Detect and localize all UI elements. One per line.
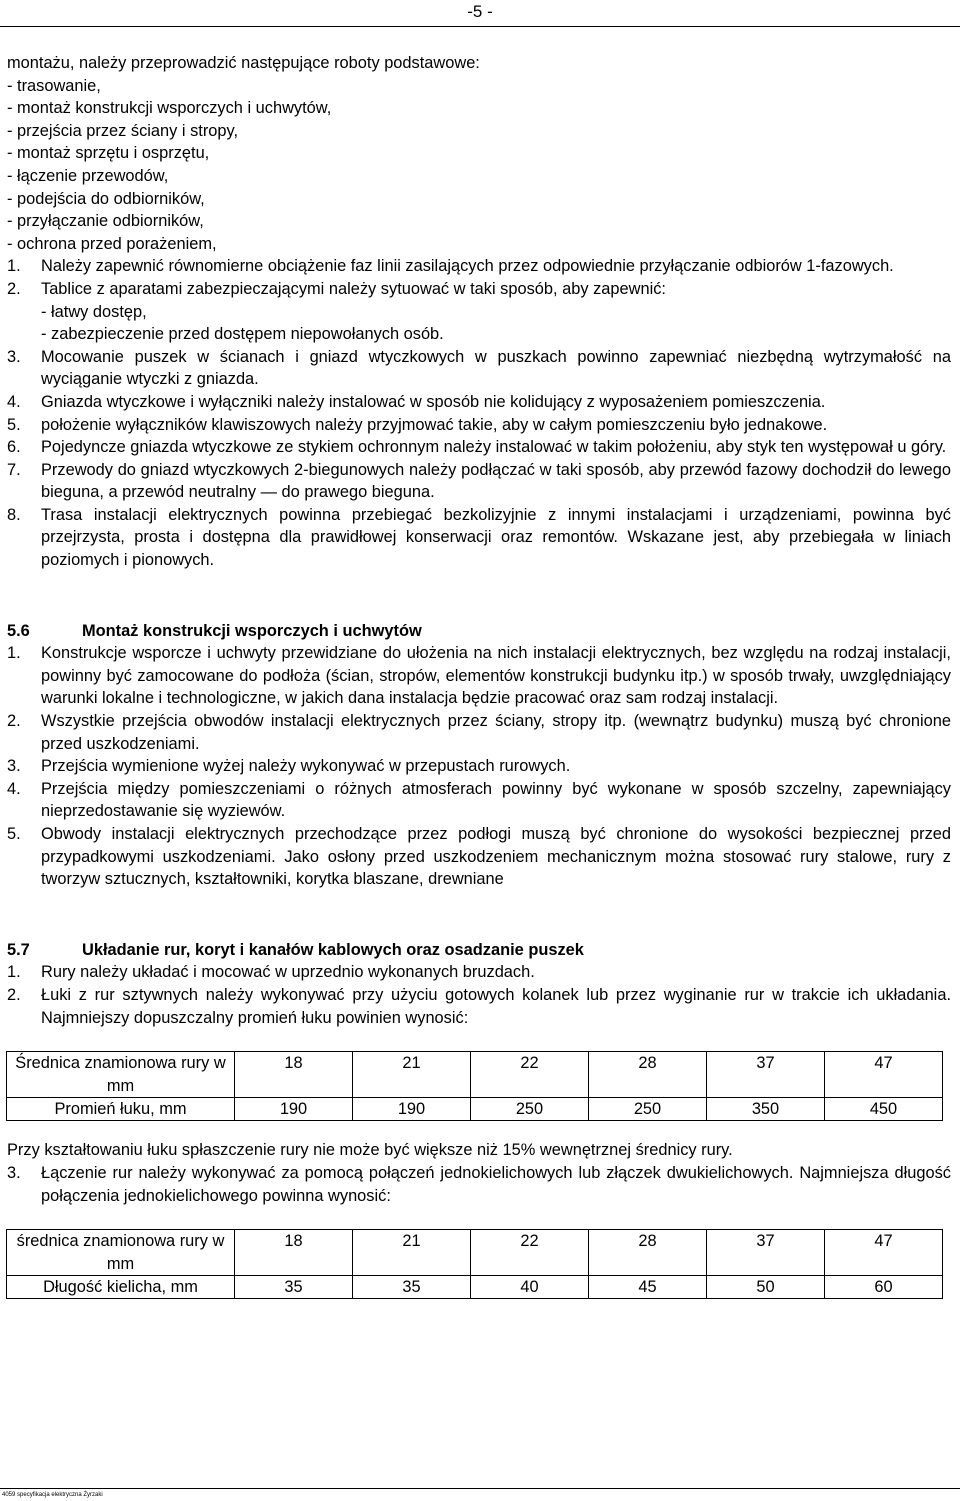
list-item	[7, 755, 951, 778]
table-cell-label: Średnica znamionowa rury w mm	[7, 1052, 235, 1098]
task-item: - montaż konstrukcji wsporczych i uchwytów,	[7, 99, 332, 118]
item-number: 3.	[7, 757, 21, 776]
task-item: - łączenie przewodów,	[7, 166, 169, 185]
section-5-7-list	[7, 961, 951, 1029]
item-text: Mocowanie puszek w ścianach i gniazd wtyczkowych w puszkach powinno zapewniać niezbędną wytrzymałość na wyciąganie wtyczki z gniazda.	[41, 347, 951, 389]
flattening-note: Przy kształtowaniu łuku spłaszczenie rury nie może być większe niż 15% wewnętrznej średnicy rury.	[7, 1141, 733, 1160]
item-text: Tablice z aparatami zabezpieczającymi należy sytuować w taki sposób, aby zapewnić:	[41, 279, 666, 298]
item-text: Łączenie rur należy wykonywać za pomocą połączeń jednokielichowych lub złączek dwukielichowych. Najmniejsza długość połączenia jednokielichowego powinna wynosić:	[41, 1163, 951, 1205]
item-number: 5.	[7, 825, 21, 843]
task-item: - ochrona przed porażeniem,	[7, 234, 217, 253]
list-item	[7, 436, 951, 459]
intro-line: montażu, należy przeprowadzić następujące roboty podstawowe:	[7, 54, 480, 72]
task-item: - trasowanie,	[7, 76, 101, 95]
list-item	[7, 642, 951, 710]
table-cell: 60	[825, 1275, 943, 1298]
table-cell: 45	[589, 1275, 707, 1298]
section-number: 5.7	[7, 940, 30, 959]
sub-item: - zabezpieczenie przed dostępem niepowołanych osób.	[41, 325, 444, 344]
table-cell: 250	[589, 1097, 707, 1120]
item-text: Rury należy układać i mocować w uprzednio wykonanych bruzdach.	[41, 963, 535, 982]
section-title: Montaż konstrukcji wsporczych i uchwytów	[82, 621, 422, 640]
item-text: Wszystkie przejścia obwodów instalacji elektrycznych przez ściany, stropy itp. (wewnątrz budynku) muszą być chronione przed uszkodzeniami.	[41, 712, 951, 753]
table-cell: 250	[471, 1097, 589, 1120]
section-spacer	[7, 572, 951, 616]
list-item	[7, 778, 951, 823]
table-cell: 28	[589, 1052, 707, 1098]
table-row	[7, 1097, 943, 1120]
task-list	[7, 75, 951, 256]
section-spacer	[7, 891, 951, 935]
list-item	[7, 961, 951, 984]
table-cell-label: średnica znamionowa rury w mm	[7, 1230, 235, 1276]
table-cell: 35	[235, 1275, 353, 1298]
item-number: 2.	[7, 712, 21, 731]
item-number: 6.	[7, 438, 21, 457]
item-number: 2.	[7, 985, 21, 1004]
sub-item: - łatwy dostęp,	[41, 302, 147, 321]
list-item	[7, 459, 951, 504]
table-cell: 18	[235, 1052, 353, 1098]
header-rule	[0, 26, 960, 27]
table-cell-label: Długość kielicha, mm	[7, 1275, 235, 1298]
section-number: 5.6	[7, 621, 30, 640]
section-heading-5-6	[7, 620, 951, 643]
table-cell: 190	[353, 1097, 471, 1120]
task-item: - montaż sprzętu i osprzętu,	[7, 144, 210, 163]
list-item	[7, 504, 951, 572]
table-cell: 37	[707, 1052, 825, 1098]
task-item: - przejścia przez ściany i stropy,	[7, 121, 239, 140]
section-heading-5-7	[7, 939, 951, 962]
table-cell: 47	[825, 1052, 943, 1098]
item-body	[41, 278, 951, 346]
table-cell: 37	[707, 1230, 825, 1276]
section-5-6-list	[7, 642, 951, 891]
table-cell: 21	[353, 1052, 471, 1098]
list-item	[7, 823, 951, 891]
table-cell: 50	[707, 1275, 825, 1298]
item-number: 3.	[7, 347, 21, 366]
item-text: Przejścia między pomieszczeniami o różnych atmosferach powinny być wykonane w sposób szczelny, zapewniający nieprzedostawanie się wyziewów.	[41, 779, 951, 821]
item-text: Trasa instalacji elektrycznych powinna przebiegać bezkolizyjnie z innymi instalacjami i urządzeniami, powinna być przejrzysta, prosta i dostępna dla prawidłowej konserwacji oraz remontów. Wskazane jest, aby przebiegała w liniach poziomych i pionowych.	[41, 505, 951, 570]
list-item	[7, 710, 951, 755]
task-item: - przyłączanie odbiorników,	[7, 212, 204, 231]
list-item	[7, 984, 951, 1029]
table-cell-label: Promień łuku, mm	[7, 1097, 235, 1120]
item-number: 3.	[7, 1163, 21, 1182]
item-text: Gniazda wtyczkowe i wyłączniki należy instalować w sposób nie kolidujący z wyposażeniem pomieszczenia.	[41, 392, 826, 411]
item-number: 1.	[7, 257, 21, 276]
item-text: Łuki z rur sztywnych należy wykonywać przy użyciu gotowych kolanek lub przez wyginanie rur w trakcie ich układania. Najmniejszy dopuszczalny promień łuku powinien wynosić:	[41, 985, 951, 1027]
item-text: położenie wyłączników klawiszowych należy przyjmować takie, aby w całym pomieszczeniu było jednakowe.	[41, 415, 828, 434]
item-number: 5.	[7, 415, 21, 434]
item-number: 1.	[7, 963, 21, 982]
page-number: -5 -	[467, 2, 493, 21]
footer-rule	[0, 1488, 960, 1489]
list-item	[7, 346, 951, 391]
list-item	[7, 414, 951, 437]
item-text: Pojedyncze gniazda wtyczkowe ze stykiem ochronnym należy instalować w takim położeniu, aby styk ten występował u góry.	[41, 438, 947, 457]
item-text: Przewody do gniazd wtyczkowych 2-biegunowych należy podłączać w taki sposób, aby przewód fazowy dochodził do lewego bieguna, a przewód neutralny — do prawego bieguna.	[41, 460, 951, 502]
item-text: Należy zapewnić równomierne obciążenie faz linii zasilających przez odpowiednie przyłączanie odbiorów 1-fazowych.	[41, 257, 894, 276]
list-item	[7, 255, 951, 278]
table-cell: 21	[353, 1230, 471, 1276]
table-cell: 22	[471, 1230, 589, 1276]
table-cell: 18	[235, 1230, 353, 1276]
item-number: 1.	[7, 644, 21, 663]
table-cell: 47	[825, 1230, 943, 1276]
item-number: 8.	[7, 505, 21, 524]
socket-length-table	[6, 1229, 943, 1299]
list-item	[7, 1162, 951, 1207]
list-item	[7, 391, 951, 414]
requirements-list	[7, 255, 951, 571]
item-number: 4.	[7, 779, 21, 798]
item-number: 7.	[7, 460, 21, 479]
table-cell: 350	[707, 1097, 825, 1120]
table-row	[7, 1230, 943, 1276]
item-text: Przejścia wymienione wyżej należy wykonywać w przepustach rurowych.	[41, 757, 571, 776]
section-title: Układanie rur, koryt i kanałów kablowych oraz osadzanie puszek	[82, 940, 584, 959]
item-text: Konstrukcje wsporcze i uchwyty przewidziane do ułożenia na nich instalacji elektrycznych, bez względu na rodzaj instalacji, powinny być zamocowane do podłoża (ścian, stropów, elementów konstrukcji budynku itp.) w sposób trwały, uwzględniający warunki lokalne i technologiczne, w jakich dana instalacja będzie pracować oraz sam rodzaj instalacji.	[41, 644, 951, 708]
footer-text: 4059 specyfikacja elektryczna Żyrzaki	[2, 1492, 103, 1498]
table-cell: 28	[589, 1230, 707, 1276]
item-number: 2.	[7, 279, 21, 298]
table-row	[7, 1052, 943, 1098]
table-cell: 35	[353, 1275, 471, 1298]
table-cell: 22	[471, 1052, 589, 1098]
table-cell: 40	[471, 1275, 589, 1298]
list-item	[7, 278, 951, 346]
table-row	[7, 1275, 943, 1298]
item-text: Obwody instalacji elektrycznych przechodzące przez podłogi muszą być chronione do wysokości bezpiecznej przed przypadkowymi uszkodzeniami. Jako osłony przed uszkodzeniem mechanicznym można stosować rury stalowe, rury z tworzyw sztucznych, kształtowniki, korytka blaszane, drewniane	[41, 825, 951, 889]
table-cell: 190	[235, 1097, 353, 1120]
table-cell: 450	[825, 1097, 943, 1120]
bend-radius-table	[6, 1051, 943, 1121]
task-item: - podejścia do odbiorników,	[7, 189, 205, 208]
document-body	[7, 52, 951, 1317]
item-number: 4.	[7, 392, 21, 411]
